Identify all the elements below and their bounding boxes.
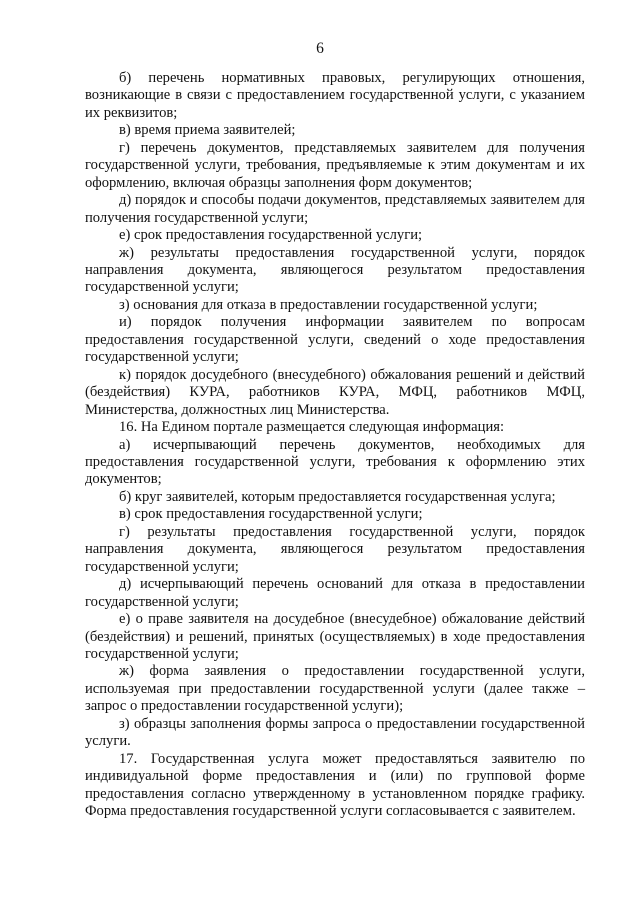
paragraph-z-form-samples: з) образцы заполнения формы запроса о предоставлении государственной услуги.	[85, 715, 585, 750]
paragraph-16-portal-info: 16. На Едином портале размещается следующая информация:	[119, 419, 505, 436]
paragraph-g-service-results: г) результаты предоставления государственной услуги, порядок направления документа, являющегося результатом предоставления государственной услуги;	[85, 523, 585, 575]
paragraph-zh-application-form: ж) форма заявления о предоставлении государственной услуги, используемая при предоставлении государственной услуги (далее также – запрос о предоставлении государственной услуги);	[85, 663, 585, 715]
paragraph-k-appeal-order: к) порядок досудебного (внесудебного) обжалования решений и действий (бездействия) КУРА, работников КУРА, МФЦ, работников МФЦ, Министерства, должностных лиц Министерства.	[85, 366, 585, 418]
paragraph-b-normative-acts: б) перечень нормативных правовых, регулирующих отношения, возникающие в связи с предоставлением государственной услуги, с указанием их реквизитов;	[85, 70, 585, 121]
paragraph-e-appeal-right: е) о праве заявителя на досудебное (внесудебное) обжалование действий (бездействия) и решений, принятых (осуществляемых) в ходе предоставления государственной услуги;	[85, 611, 585, 662]
paragraph-b-applicants: б) круг заявителей, которым предоставляется государственная услуга;	[119, 488, 556, 505]
paragraph-v-reception-time: в) время приема заявителей;	[119, 122, 296, 139]
paragraph-g-documents-list: г) перечень документов, представляемых заявителем для получения государственной услуги, требования, предъявляемые к этим документам и их оформлению, включая образцы заполнения форм документов;	[85, 139, 585, 191]
paragraph-zh-service-results: ж) результаты предоставления государственной услуги, порядок направления документа, являющегося результатом предоставления государственной услуги;	[85, 244, 585, 296]
paragraph-v-service-term: в) срок предоставления государственной услуги;	[119, 506, 423, 523]
paragraph-a-documents-list: а) исчерпывающий перечень документов, необходимых для предоставления государственной услуги, требования к оформлению этих документов;	[85, 436, 585, 488]
page-number: 6	[316, 40, 324, 57]
paragraph-i-information-order: и) порядок получения информации заявителем по вопросам предоставления государственной услуги, сведений о ходе предоставления государственной услуги;	[85, 314, 585, 366]
paragraph-d-refusal-grounds: д) исчерпывающий перечень оснований для отказа в предоставлении государственной услуги;	[85, 576, 585, 610]
paragraph-d-submission-methods: д) порядок и способы подачи документов, представляемых заявителем для получения государственной услуги;	[85, 192, 585, 226]
document-body	[85, 70, 585, 820]
paragraph-z-refusal-grounds: з) основания для отказа в предоставлении государственной услуги;	[119, 296, 538, 313]
paragraph-17-service-form: 17. Государственная услуга может предоставляться заявителю по индивидуальной форме предоставления и (или) по групповой форме предоставления согласно утвержденному в установленном порядке графику. Форма предоставления государственной услуги согласовывается с заявителем.	[85, 750, 585, 820]
paragraph-e-service-term: е) срок предоставления государственной услуги;	[119, 227, 423, 244]
